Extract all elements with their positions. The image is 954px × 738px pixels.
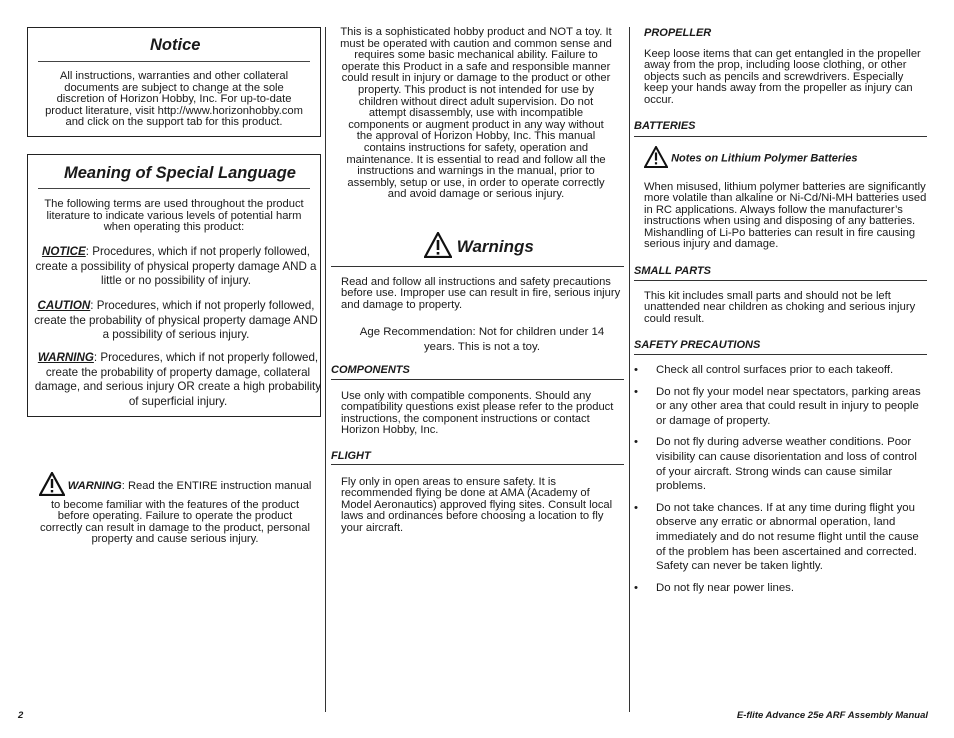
bullet-marker: • (634, 501, 638, 514)
lipo-text: When misused, lithium polymer batteries are significantly more volatile than alkaline or Ni-Cd/Ni-MH batteries used in RC applications. Always follow the manufacturer’s instructions when using and disposing of any batteries. Mishandling of Li-Po batteries can result in fire causing serious injury and damage. (644, 181, 927, 251)
propeller-title: PROPELLER (644, 27, 712, 39)
components-rule (331, 379, 624, 380)
notice-title-rule (38, 61, 310, 62)
safety-item-text: Check all control surfaces prior to each takeoff. (656, 364, 894, 376)
flight-title: FLIGHT (331, 450, 371, 462)
safety-title: SAFETY PRECAUTIONS (634, 339, 761, 351)
notice-body: All instructions, warranties and other collateral documents are subject to change at the sole discretion of Horizon Hobby, Inc. For up-to-date product literature, visit http://www.horizonhobby.com and click on the support tab for this product. (45, 70, 303, 129)
safety-item-text: Do not take chances. If at any time during flight you observe any erratic or abnormal operation, land immediately and do not resume flight until the cause of the problem has been ascertained and corrected. Safety can never be taken lightly. (656, 501, 919, 573)
small-parts-rule (634, 280, 927, 281)
batteries-title: BATTERIES (634, 120, 696, 132)
column-divider-1 (325, 27, 326, 712)
lipo-warning-triangle-icon (644, 146, 668, 171)
components-text: Use only with compatible components. Should any compatibility questions exist please refer to the product instructions, the component instructions or contact Horizon Hobby, Inc. (341, 390, 614, 437)
meaning-term-warning (34, 351, 322, 409)
age-recommendation: Age Recommendation: Not for children under 14 years. This is not a toy. (359, 326, 605, 353)
list-item (634, 581, 928, 596)
notice-term: NOTICE (41, 245, 86, 258)
read-manual-warning (36, 472, 314, 546)
caution-term: CAUTION (37, 299, 91, 312)
safety-item-text: Do not fly during adverse weather conditions. Poor visibility can cause disorientation and loss of control of your aircraft. Strong winds can cause similar problems. (656, 436, 917, 493)
small-parts-title: SMALL PARTS (634, 265, 712, 277)
caution-term-text: : Procedures, which if not properly followed, create the probability of physical property damage AND a possibility of serious injury. (34, 299, 318, 342)
warnings-triangle-icon (424, 232, 452, 263)
safety-item-text: Do not fly your model near spectators, parking areas or any other area that could result in injury to people or damage of property. (656, 385, 921, 427)
meaning-term-notice (34, 245, 318, 289)
warning-term: WARNING (37, 351, 94, 364)
list-item (634, 385, 928, 429)
manual-title: E-flite Advance 25e ARF Assembly Manual (736, 710, 928, 721)
warnings-rule (331, 266, 624, 267)
notice-term-text: : Procedures, which if not properly followed, create a possibility of physical property damage AND a little or no possibility of injury. (35, 245, 317, 288)
bullet-marker: • (634, 436, 638, 449)
flight-rule (331, 464, 624, 465)
read-warning-term: WARNING (67, 479, 122, 492)
list-item (634, 501, 928, 574)
meaning-box (27, 154, 321, 417)
meaning-title: Meaning of Special Language (64, 164, 296, 182)
warnings-title: Warnings (456, 236, 534, 256)
propeller-text: Keep loose items that can get entangled in the propeller away from the prop, including loose clothing, or other objects such as pencils and screwdrivers. Especially keep your hands away from the propeller as injury can occur. (644, 48, 921, 106)
list-item (634, 435, 928, 493)
lipo-heading (644, 146, 858, 171)
components-title: COMPONENTS (331, 364, 410, 376)
read-warning-text: : Read the ENTIRE instruction manual to become familiar with the features of the product before operating. Failure to operate the product correctly can result in damage to the product, personal property and cause serious injury. (40, 479, 312, 546)
warnings-text: Read and follow all instructions and safety precautions before use. Improper use can result in fire, serious injury and damage to property. (341, 276, 621, 311)
bullet-marker: • (634, 364, 638, 376)
bullet-marker: • (634, 385, 638, 398)
warning-term-text: : Procedures, which if not properly followed, create the probability of property damage, collateral damage, and serious injury OR create a high probability of superficial injury. (34, 351, 322, 408)
product-intro: This is a sophisticated hobby product and NOT a toy. It must be operated with caution and common sense and requires some basic mechanical ability. Failure to operate this Product in a safe and responsible manner could result in injury or damage to the product or other property. This product is not intended for use by children without direct adult supervision. Do not attempt disassembly, use with incompatible components or augment product in any way without the approval of Horizon Hobby, Inc. This manual contains instructions for safety, operation and maintenance. It is essential to read and follow all the instructions and warnings in the manual, prior to assembly, setup or use, in order to operate correctly and avoid damage or serious injury. (340, 26, 612, 201)
batteries-rule (634, 136, 927, 137)
meaning-term-caution (34, 299, 318, 343)
meaning-title-rule (38, 188, 310, 189)
small-parts-text: This kit includes small parts and should not be left unattended near children as choking and serious injury could result. (644, 290, 916, 325)
flight-text: Fly only in open areas to ensure safety. It is recommended flying be done at AMA (Academy of Model Aeronautics) approved flying sites. Consult local laws and ordinances before choosing a location to fly your aircraft. (341, 476, 613, 534)
notice-box (27, 27, 321, 137)
safety-list (634, 363, 928, 602)
lipo-title: Notes on Lithium Polymer Batteries (671, 152, 858, 165)
column-divider-2 (629, 27, 630, 712)
bullet-marker: • (634, 581, 638, 594)
meaning-intro: The following terms are used throughout the product literature to indicate various levels of potential harm when operating this product: (44, 198, 304, 234)
notice-title: Notice (150, 36, 201, 54)
safety-item-text: Do not fly near power lines. (656, 581, 795, 594)
list-item (634, 363, 928, 378)
safety-rule (634, 354, 927, 355)
warnings-heading (424, 232, 534, 263)
warning-triangle-icon (39, 472, 65, 500)
page-number: 2 (18, 710, 24, 721)
